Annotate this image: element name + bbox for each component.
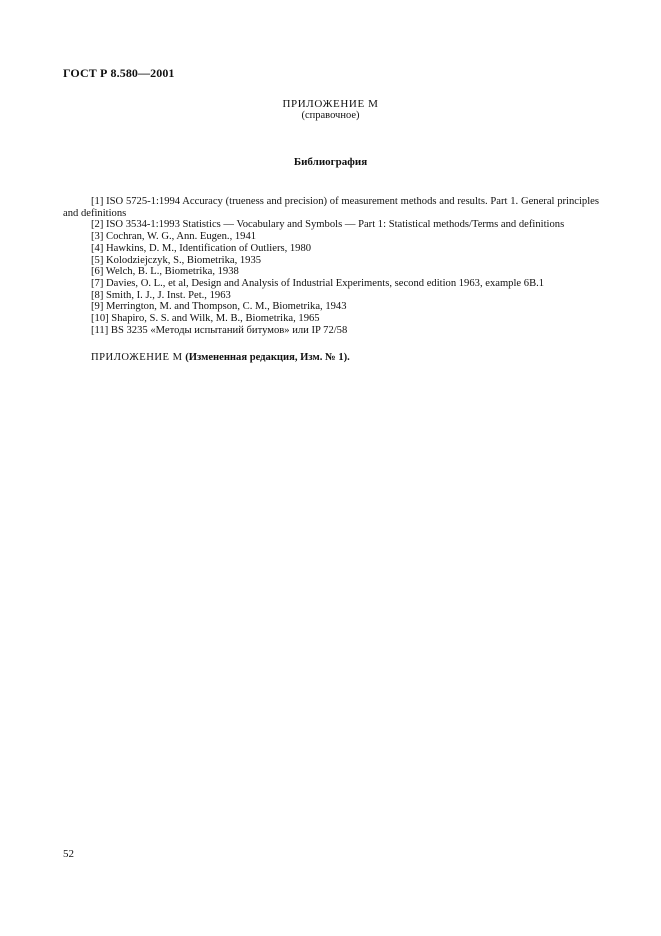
reference-item: [1] ISO 5725-1:1994 Accuracy (trueness and precision) of measurement methods and results. Part 1. General principles and definitions [63,196,599,219]
document-code: ГОСТ Р 8.580—2001 [63,66,175,80]
amendment-note [91,352,350,363]
reference-item: [2] ISO 3534-1:1993 Statistics — Vocabulary and Symbols — Part 1: Statistical methods/Terms and definitions [91,219,565,231]
reference-item: [7] Davies, O. L., et al, Design and Analysis of Industrial Experiments, second edition 1963, example 6B.1 [91,277,545,289]
reference-item: [8] Smith, I. J., J. Inst. Pet., 1963 [91,289,231,301]
reference-item: [4] Hawkins, D. M., Identification of Outliers, 1980 [91,242,312,254]
reference-item: [10] Shapiro, S. S. and Wilk, M. B., Biometrika, 1965 [91,313,320,325]
appendix-title: ПРИЛОЖЕНИЕ М [282,98,379,110]
reference-item: [11] BS 3235 «Методы испытаний битумов» или IP 72/58 [91,324,348,336]
page-number: 52 [63,848,74,860]
reference-item: [6] Welch, B. L., Biometrika, 1938 [91,266,239,278]
reference-item: [3] Cochran, W. G., Ann. Eugen., 1941 [91,231,257,243]
amendment-label: ПРИЛОЖЕНИЕ М [91,352,183,363]
reference-item: [9] Merrington, M. and Thompson, C. M., Biometrika, 1943 [91,301,347,313]
appendix-subtitle: (справочное) [301,110,360,121]
reference-item: [5] Kolodziejczyk, S., Biometrika, 1935 [91,254,262,266]
amendment-text: (Измененная редакция, Изм. № 1). [185,352,350,363]
bibliography-heading: Библиография [293,156,368,168]
bibliography-list [63,196,599,336]
